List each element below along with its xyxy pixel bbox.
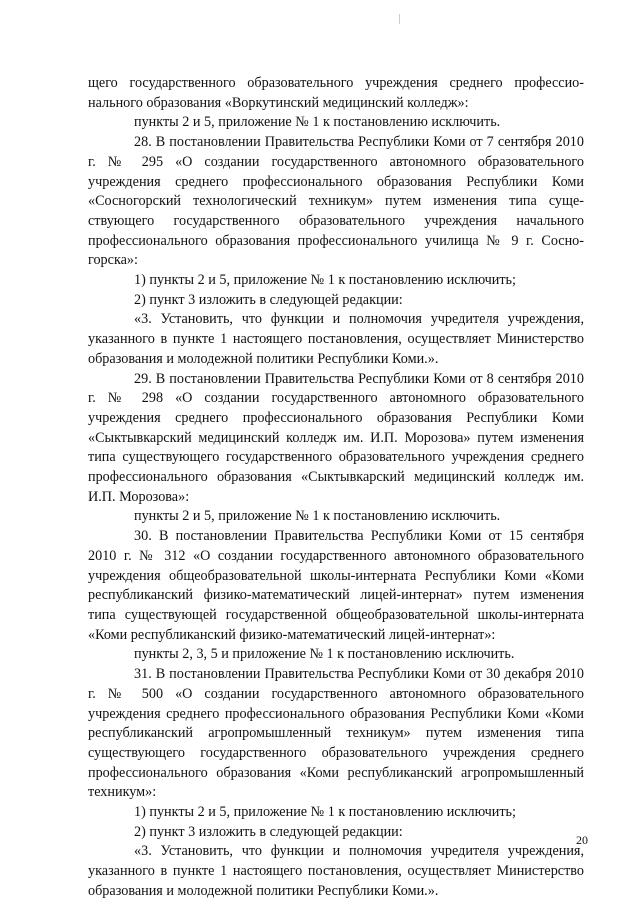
paragraph: 2) пункт 3 изложить в следующей редакции: bbox=[134, 823, 403, 840]
paragraph: 1) пункты 2 и 5, приложение № 1 к постановлению исключить; bbox=[134, 804, 516, 821]
scan-mark bbox=[399, 14, 400, 24]
paragraph: «3. Установить, что функции и полномочия учредителя учреждения, указанного в пункте 1 настоящего постановления, осуществляет Министерство образования и молодежной политики Республики Коми.». bbox=[88, 843, 584, 899]
document-body bbox=[88, 74, 584, 902]
paragraph: 28. В постановлении Правительства Республики Коми от 7 сентября 2010 г. № 295 «О создании государственного автономного образовательного учреждения среднего профессионального образования Республики Коми «Сосногорский технологический техникум» путем изменения типа существующего государственного образовательного учреждения начального профессионального образования профессионального училища № 9 г. Сосногорска»: bbox=[88, 134, 584, 269]
paragraph: 1) пункты 2 и 5, приложение № 1 к постановлению исключить; bbox=[134, 272, 516, 289]
paragraph: пункты 2, 3, 5 и приложение № 1 к постановлению исключить. bbox=[134, 646, 515, 663]
paragraph: 31. В постановлении Правительства Республики Коми от 30 декабря 2010 г. № 500 «О создании государственного автономного образовательного учреждения среднего профессионального образования Республики Коми «Коми республиканский агропромышленный техникум» путем изменения типа существующего государственного образовательного учреждения среднего профессионального образования «Коми республиканский агропромышленный техникум»: bbox=[88, 666, 584, 801]
paragraph: пункты 2 и 5, приложение № 1 к постановлению исключить. bbox=[134, 114, 501, 131]
paragraph: 2) пункт 3 изложить в следующей редакции: bbox=[134, 291, 403, 308]
paragraph: 29. В постановлении Правительства Республики Коми от 8 сентября 2010 г. № 298 «О создании государственного автономного образовательного учреждения среднего профессионального образования Республики Коми «Сыктывкарский медицинский колледж им. И.П. Морозова» путем изменения типа существующего государственного образовательного учреждения среднего профессионального образования «Сыктывкарский медицинский колледж им. И.П. Морозова»: bbox=[88, 370, 584, 505]
paragraph: 30. В постановлении Правительства Республики Коми от 15 сентября 2010 г. № 312 «О создании государственного автономного образовательного учреждения общеобразовательной школы-интерната Республики Коми «Коми республиканский физико-математический лицей-интернат» путем изменения типа существующей государственной общеобразовательной школы-интерната «Коми республиканский физико-математический лицей-интернат»: bbox=[88, 528, 584, 643]
page-number: 20 bbox=[576, 833, 588, 847]
paragraph: «3. Установить, что функции и полномочия учредителя учреждения, указанного в пункте 1 настоящего постановления, осуществляет Министерство образования и молодежной политики Республики Коми.». bbox=[88, 311, 584, 367]
paragraph: щего государственного образовательного учреждения среднего профессионального образования «Воркутинский медицинский колледж»: bbox=[88, 75, 584, 111]
paragraph: пункты 2 и 5, приложение № 1 к постановлению исключить. bbox=[134, 508, 501, 525]
